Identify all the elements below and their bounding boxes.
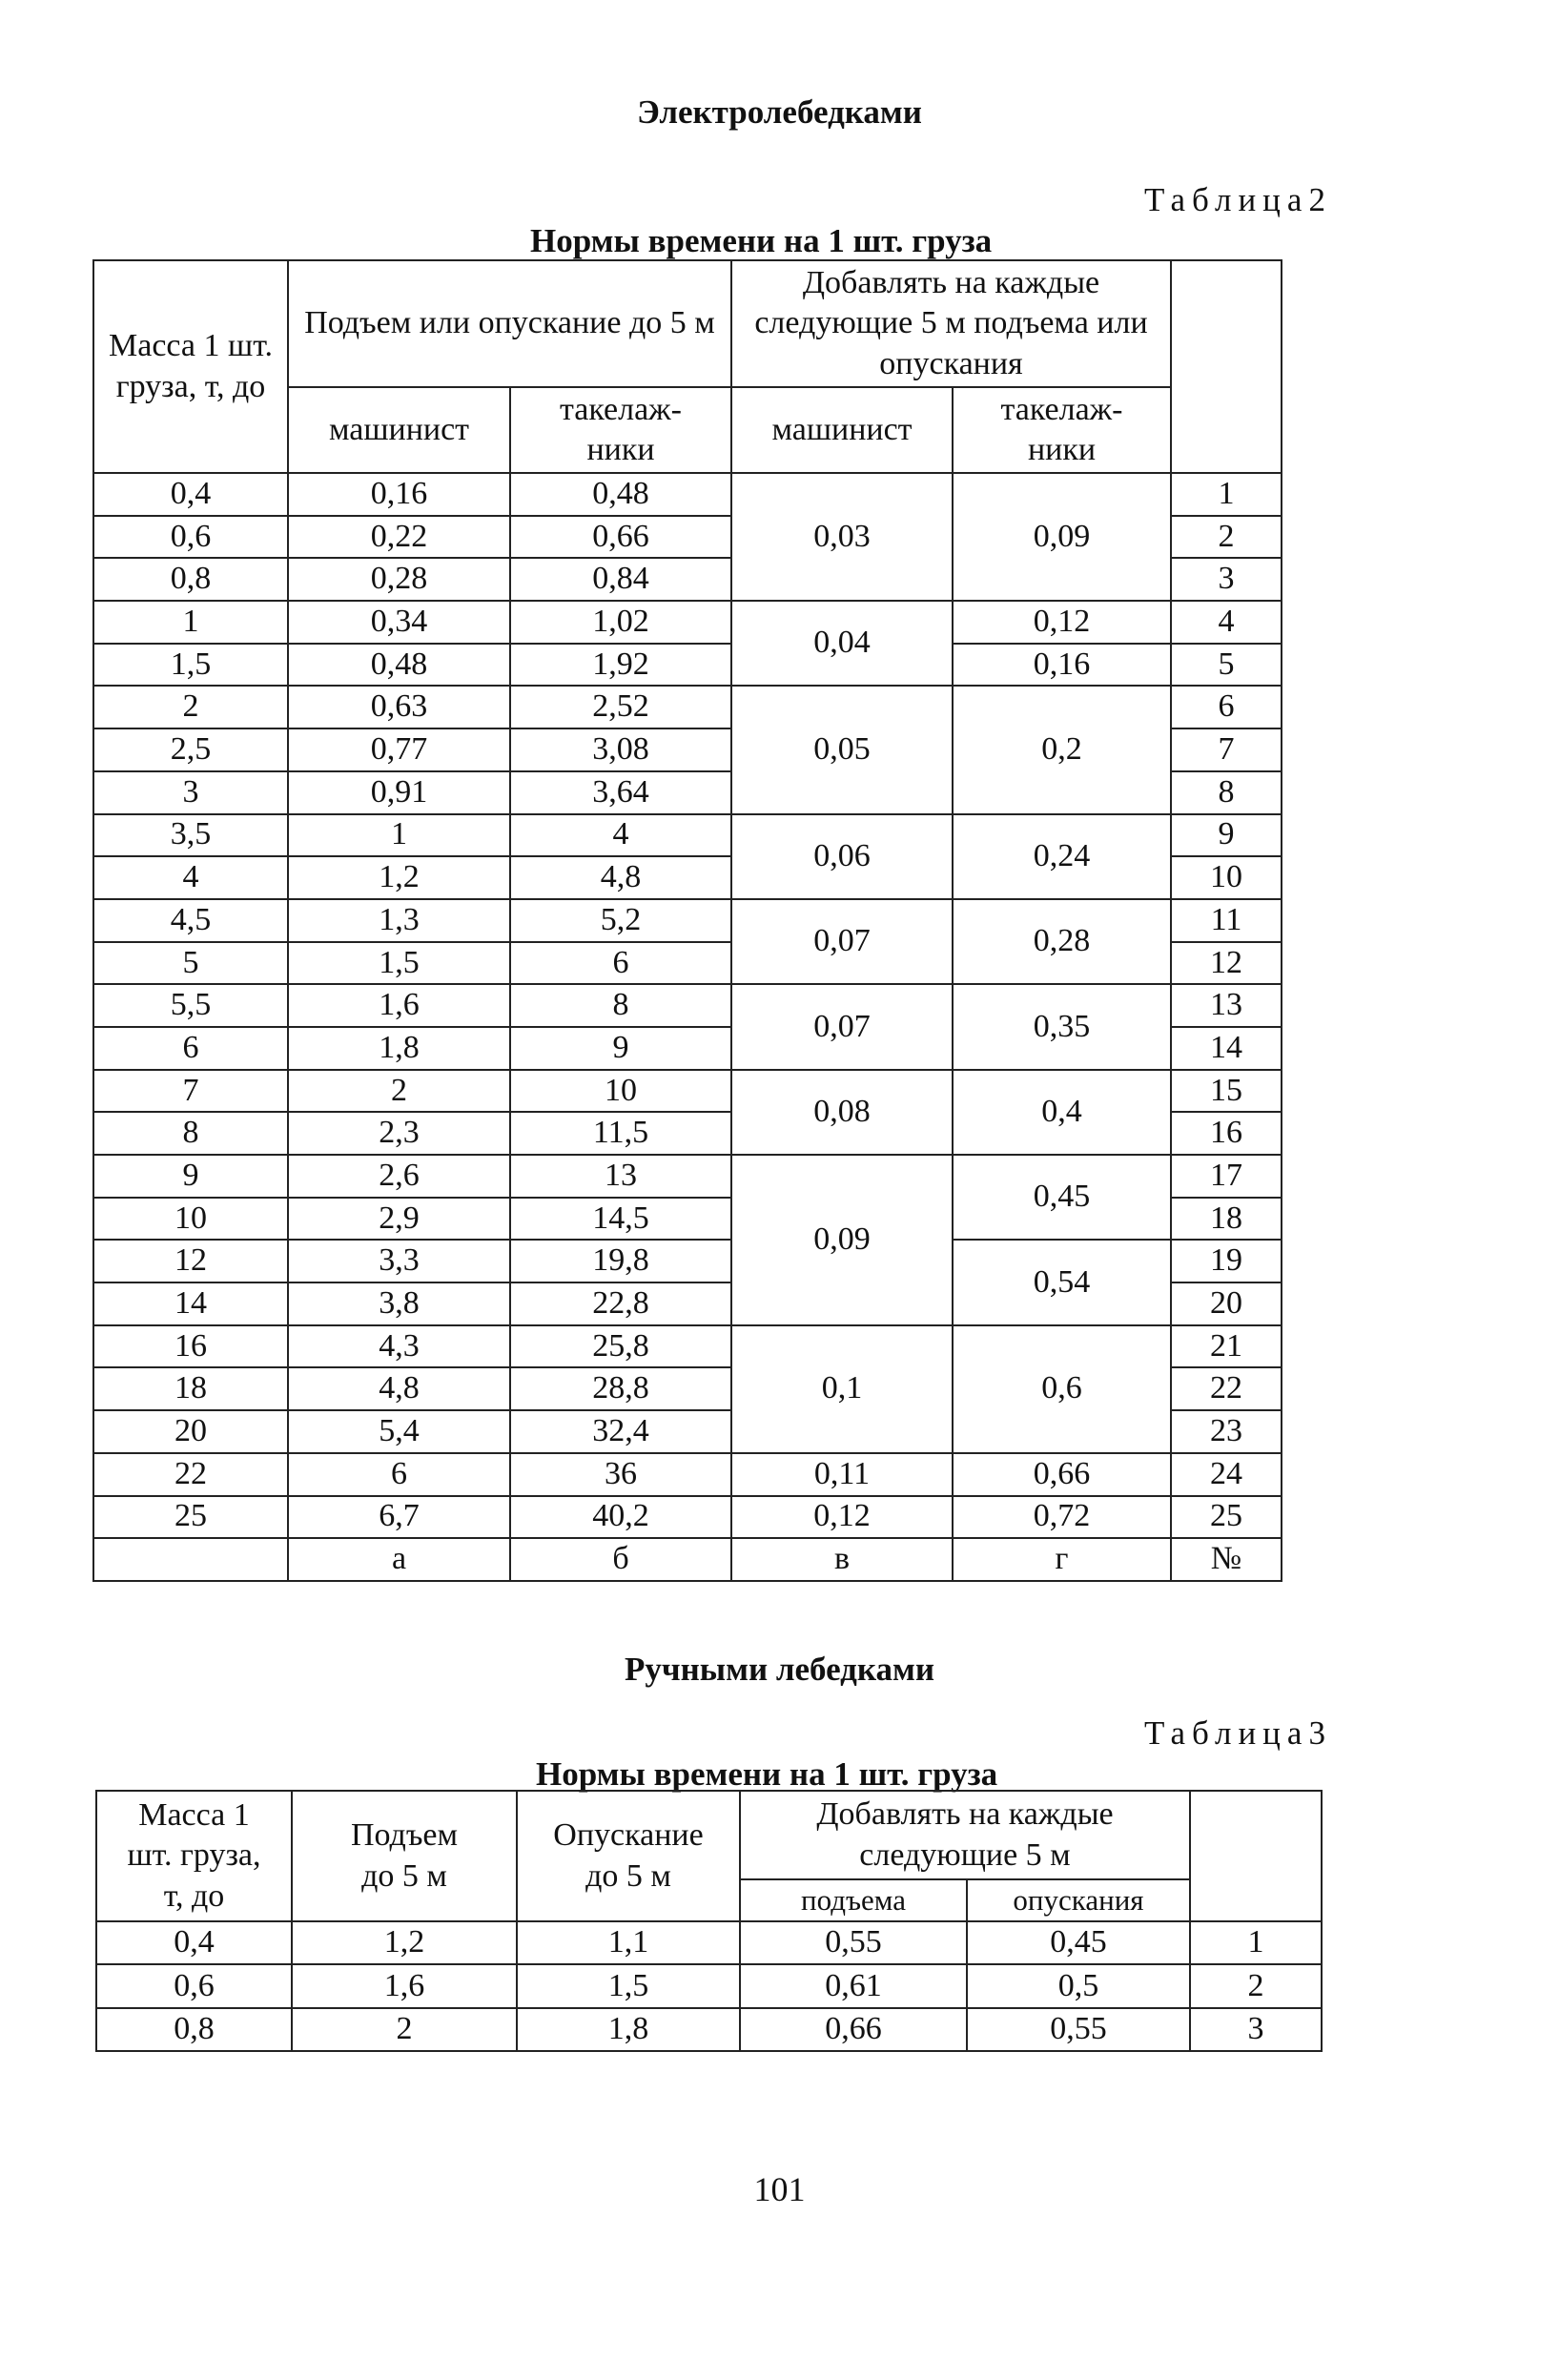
add-lower-cell: 0,55: [967, 2008, 1190, 2051]
riggers-cell: 13: [510, 1155, 731, 1198]
header-add-lift: подъема: [740, 1879, 967, 1921]
mass-cell: 18: [93, 1367, 288, 1410]
mass-cell: 10: [93, 1198, 288, 1241]
mass-cell: 25: [93, 1496, 288, 1539]
row-number-cell: 3: [1171, 558, 1282, 601]
add-riggers-cell: 0,24: [953, 814, 1171, 899]
riggers-cell: 36: [510, 1453, 731, 1496]
riggers-cell: 25,8: [510, 1325, 731, 1368]
footer-col-v: в: [731, 1538, 953, 1581]
table-2-header-row: [93, 260, 1282, 387]
machinist-cell: 1,2: [288, 856, 510, 899]
header-riggers: такелаж-ники: [510, 387, 731, 473]
add-machinist-cell: 0,07: [731, 899, 953, 984]
lower-cell: 1,5: [517, 1964, 740, 2007]
machinist-cell: 2,6: [288, 1155, 510, 1198]
add-riggers-cell: 0,12: [953, 601, 1171, 644]
mass-cell: 3: [93, 771, 288, 814]
riggers-cell: 0,84: [510, 558, 731, 601]
page-number: 101: [753, 2170, 806, 2208]
table-row: [93, 1070, 1282, 1113]
machinist-cell: 1,5: [288, 942, 510, 985]
lower-cell: 1,1: [517, 1921, 740, 1964]
add-lift-cell: 0,61: [740, 1964, 967, 2007]
riggers-cell: 11,5: [510, 1112, 731, 1155]
machinist-cell: 6,7: [288, 1496, 510, 1539]
row-number-cell: 16: [1171, 1112, 1282, 1155]
row-number-cell: 6: [1171, 686, 1282, 728]
row-number-cell: 7: [1171, 728, 1282, 771]
riggers-cell: 3,08: [510, 728, 731, 771]
machinist-cell: 0,16: [288, 473, 510, 516]
row-number-cell: 1: [1190, 1921, 1322, 1964]
table-row: [93, 686, 1282, 728]
table-row: [96, 1964, 1322, 2007]
mass-cell: 8: [93, 1112, 288, 1155]
mass-cell: 1,5: [93, 644, 288, 687]
row-number-cell: 1: [1171, 473, 1282, 516]
mass-cell: 0,6: [96, 1964, 292, 2007]
row-number-cell: 12: [1171, 942, 1282, 985]
add-machinist-cell: 0,08: [731, 1070, 953, 1155]
add-lower-cell: 0,45: [967, 1921, 1190, 1964]
footer-col-number: №: [1171, 1538, 1282, 1581]
add-riggers-cell: 0,66: [953, 1453, 1171, 1496]
table-row: [93, 601, 1282, 644]
mass-cell: 12: [93, 1240, 288, 1282]
riggers-cell: 9: [510, 1027, 731, 1070]
add-lift-cell: 0,66: [740, 2008, 967, 2051]
add-riggers-cell: 0,09: [953, 473, 1171, 601]
machinist-cell: 1,6: [288, 984, 510, 1027]
lift-cell: 1,2: [292, 1921, 517, 1964]
machinist-cell: 5,4: [288, 1410, 510, 1453]
table-3: [95, 1790, 1323, 2052]
mass-cell: 0,6: [93, 516, 288, 559]
add-riggers-cell: 0,35: [953, 984, 1171, 1069]
add-machinist-cell: 0,11: [731, 1453, 953, 1496]
table-row: [93, 1325, 1282, 1368]
add-riggers-cell: 0,72: [953, 1496, 1171, 1539]
riggers-cell: 0,48: [510, 473, 731, 516]
riggers-cell: 2,52: [510, 686, 731, 728]
table-row: [96, 1921, 1322, 1964]
table-row: [93, 1496, 1282, 1539]
mass-cell: 14: [93, 1282, 288, 1325]
add-machinist-cell: 0,03: [731, 473, 953, 601]
footer-col-a: а: [288, 1538, 510, 1581]
machinist-cell: 1: [288, 814, 510, 857]
add-machinist-cell: 0,07: [731, 984, 953, 1069]
table-2: [92, 259, 1282, 1582]
mass-cell: 22: [93, 1453, 288, 1496]
machinist-cell: 2,3: [288, 1112, 510, 1155]
add-riggers-cell: 0,4: [953, 1070, 1171, 1155]
row-number-cell: 17: [1171, 1155, 1282, 1198]
table-footer-row: [93, 1538, 1282, 1581]
lift-cell: 2: [292, 2008, 517, 2051]
mass-cell: 0,8: [96, 2008, 292, 2051]
header-number: [1190, 1791, 1322, 1921]
row-number-cell: 20: [1171, 1282, 1282, 1325]
mass-cell: 0,4: [93, 473, 288, 516]
table-3-header-row: [96, 1791, 1322, 1879]
machinist-cell: 0,77: [288, 728, 510, 771]
add-riggers-cell: 0,54: [953, 1240, 1171, 1324]
section-title-electric-winches: Электролебедками: [637, 93, 922, 131]
mass-cell: 9: [93, 1155, 288, 1198]
row-number-cell: 23: [1171, 1410, 1282, 1453]
mass-cell: 1: [93, 601, 288, 644]
row-number-cell: 9: [1171, 814, 1282, 857]
table-row: [93, 814, 1282, 857]
row-number-cell: 2: [1171, 516, 1282, 559]
machinist-cell: 0,63: [288, 686, 510, 728]
machinist-cell: 0,34: [288, 601, 510, 644]
row-number-cell: 24: [1171, 1453, 1282, 1496]
footer-col-b: б: [510, 1538, 731, 1581]
row-number-cell: 22: [1171, 1367, 1282, 1410]
machinist-cell: 1,3: [288, 899, 510, 942]
mass-cell: 3,5: [93, 814, 288, 857]
section-title-manual-winches: Ручными лебедками: [625, 1651, 934, 1688]
table-row: [93, 984, 1282, 1027]
machinist-cell: 1,8: [288, 1027, 510, 1070]
machinist-cell: 6: [288, 1453, 510, 1496]
machinist-cell: 4,8: [288, 1367, 510, 1410]
table-2-caption: Нормы времени на 1 шт. груза: [530, 222, 993, 259]
row-number-cell: 13: [1171, 984, 1282, 1027]
machinist-cell: 2: [288, 1070, 510, 1113]
row-number-cell: 2: [1190, 1964, 1322, 2007]
row-number-cell: 4: [1171, 601, 1282, 644]
add-riggers-cell: 0,16: [953, 644, 1171, 687]
add-machinist-cell: 0,12: [731, 1496, 953, 1539]
riggers-cell: 10: [510, 1070, 731, 1113]
footer-col-g: г: [953, 1538, 1171, 1581]
header-mass: Масса 1 шт. груза, т, до: [93, 260, 288, 473]
add-machinist-cell: 0,09: [731, 1155, 953, 1325]
riggers-cell: 5,2: [510, 899, 731, 942]
row-number-cell: 3: [1190, 2008, 1322, 2051]
machinist-cell: 0,48: [288, 644, 510, 687]
row-number-cell: 11: [1171, 899, 1282, 942]
machinist-cell: 0,22: [288, 516, 510, 559]
row-number-cell: 19: [1171, 1240, 1282, 1282]
mass-cell: 5,5: [93, 984, 288, 1027]
riggers-cell: 22,8: [510, 1282, 731, 1325]
row-number-cell: 21: [1171, 1325, 1282, 1368]
riggers-cell: 1,92: [510, 644, 731, 687]
machinist-cell: 0,91: [288, 771, 510, 814]
lower-cell: 1,8: [517, 2008, 740, 2051]
row-number-cell: 18: [1171, 1198, 1282, 1241]
table-3-label: Таблица3: [1144, 1714, 1332, 1752]
mass-cell: 0,4: [96, 1921, 292, 1964]
machinist-cell: 4,3: [288, 1325, 510, 1368]
riggers-cell: 32,4: [510, 1410, 731, 1453]
mass-cell: 2: [93, 686, 288, 728]
add-machinist-cell: 0,1: [731, 1325, 953, 1453]
machinist-cell: 0,28: [288, 558, 510, 601]
add-lower-cell: 0,5: [967, 1964, 1190, 2007]
riggers-cell: 40,2: [510, 1496, 731, 1539]
header-number: [1171, 260, 1282, 473]
mass-cell: 2,5: [93, 728, 288, 771]
machinist-cell: 3,3: [288, 1240, 510, 1282]
header-add-each-5m: Добавлять на каждые следующие 5 м: [740, 1791, 1190, 1879]
table-row: [93, 1155, 1282, 1198]
header-add-lower: опускания: [967, 1879, 1190, 1921]
header-lift: Подъем до 5 м: [292, 1791, 517, 1921]
table-row: [93, 899, 1282, 942]
machinist-cell: 2,9: [288, 1198, 510, 1241]
mass-cell: 5: [93, 942, 288, 985]
riggers-cell: 14,5: [510, 1198, 731, 1241]
footer-empty-cell: [93, 1538, 288, 1581]
add-riggers-cell: 0,45: [953, 1155, 1171, 1240]
riggers-cell: 4: [510, 814, 731, 857]
add-riggers-cell: 0,2: [953, 686, 1171, 813]
riggers-cell: 6: [510, 942, 731, 985]
mass-cell: 16: [93, 1325, 288, 1368]
riggers-cell: 19,8: [510, 1240, 731, 1282]
add-lift-cell: 0,55: [740, 1921, 967, 1964]
add-riggers-cell: 0,6: [953, 1325, 1171, 1453]
table-row: [93, 1453, 1282, 1496]
table-row: [93, 644, 1282, 687]
row-number-cell: 10: [1171, 856, 1282, 899]
header-lift-or-lower: Подъем или опускание до 5 м: [288, 260, 731, 387]
row-number-cell: 8: [1171, 771, 1282, 814]
table-2-label: Таблица2: [1144, 181, 1332, 218]
header-add-each-5m: Добавлять на каждые следующие 5 м подъема или опускания: [731, 260, 1171, 387]
mass-cell: 6: [93, 1027, 288, 1070]
riggers-cell: 28,8: [510, 1367, 731, 1410]
mass-cell: 4,5: [93, 899, 288, 942]
riggers-cell: 8: [510, 984, 731, 1027]
table-row: [96, 2008, 1322, 2051]
add-machinist-cell: 0,04: [731, 601, 953, 686]
lift-cell: 1,6: [292, 1964, 517, 2007]
riggers-cell: 1,02: [510, 601, 731, 644]
row-number-cell: 5: [1171, 644, 1282, 687]
mass-cell: 4: [93, 856, 288, 899]
row-number-cell: 25: [1171, 1496, 1282, 1539]
table-3-caption: Нормы времени на 1 шт. груза: [536, 1755, 998, 1793]
header-add-machinist: машинист: [731, 387, 953, 473]
mass-cell: 20: [93, 1410, 288, 1453]
machinist-cell: 3,8: [288, 1282, 510, 1325]
table-row: [93, 473, 1282, 516]
riggers-cell: 0,66: [510, 516, 731, 559]
mass-cell: 7: [93, 1070, 288, 1113]
header-machinist: машинист: [288, 387, 510, 473]
mass-cell: 0,8: [93, 558, 288, 601]
add-riggers-cell: 0,28: [953, 899, 1171, 984]
row-number-cell: 14: [1171, 1027, 1282, 1070]
riggers-cell: 4,8: [510, 856, 731, 899]
table-row: [93, 1240, 1282, 1282]
add-machinist-cell: 0,05: [731, 686, 953, 813]
row-number-cell: 15: [1171, 1070, 1282, 1113]
header-mass: Масса 1 шт. груза, т, до: [96, 1791, 292, 1921]
header-lower: Опускание до 5 м: [517, 1791, 740, 1921]
header-add-riggers: такелаж-ники: [953, 387, 1171, 473]
add-machinist-cell: 0,06: [731, 814, 953, 899]
riggers-cell: 3,64: [510, 771, 731, 814]
